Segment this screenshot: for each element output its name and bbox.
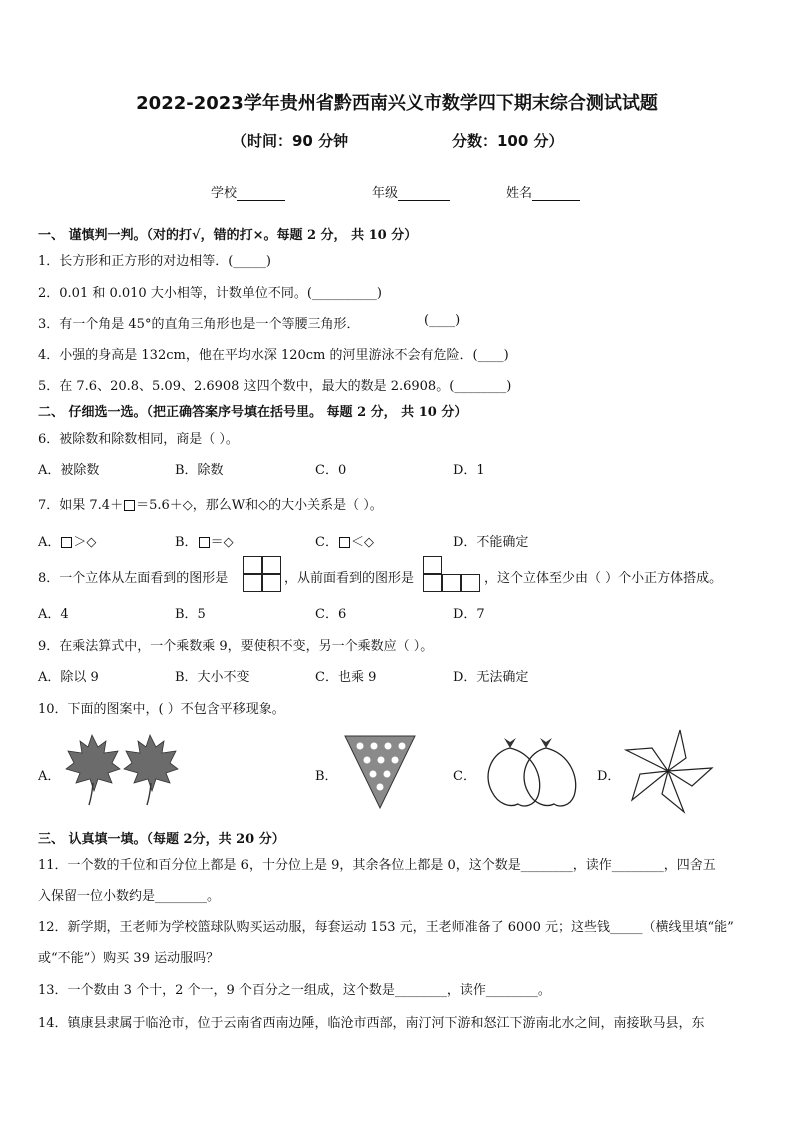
question-14: 14．镇康县隶属于临沧市，位于云南省西南边陲，临沧市西部，南汀河下游和怒江下游南北水之间，南接耿马县，东 — [38, 1016, 705, 1031]
q6-option-c: C．0 — [315, 463, 347, 478]
page-title: 2022-2023学年贵州省黔西南兴义市数学四下期末综合测试试题 — [136, 93, 658, 114]
school-label: 学校 — [211, 186, 238, 201]
q9-option-a: A．除以 9 — [38, 670, 99, 685]
q6-option-a: A．被除数 — [38, 463, 100, 478]
square-icon — [339, 537, 350, 548]
square-icon — [199, 537, 210, 548]
question-9: 9．在乘法算式中，一个乘数乘 9，要使积不变，另一个乘数应（ ）。 — [38, 639, 434, 654]
q7-option-b: B． ＝◇ — [175, 535, 234, 550]
question-10: 10．下面的图案中，( ）不包含平移现象。 — [38, 702, 285, 717]
question-11-line2: 入保留一位小数约是________。 — [38, 889, 221, 904]
name-label: 姓名 — [506, 186, 533, 201]
section2-heading: 二、 仔细选一选。（把正确答案序号填在括号里。 每题 2 分， 共 10 分） — [38, 405, 468, 420]
question-13: 13．一个数由 3 个十，2 个一，9 个百分之一组成，这个数是________，读作________。 — [38, 983, 551, 998]
q8-option-b: B．5 — [175, 607, 206, 622]
q10-option-b: B． — [315, 769, 338, 784]
grade-label: 年级 — [372, 186, 399, 201]
question-8-part3: ，这个立体至少由（ ）个小正方体搭成。 — [484, 571, 723, 586]
left-view-figure — [243, 556, 282, 593]
question-8-part2: ，从前面看到的图形是 — [284, 571, 415, 586]
exam-score: 分数：100 分） — [452, 132, 564, 150]
question-4: 4．小强的身高是 132cm，他在平均水深 120cm 的河里游泳不会有危险．(____) — [38, 348, 509, 363]
front-view-figure — [423, 556, 481, 593]
q6-option-d: D．1 — [453, 463, 485, 478]
grade-field[interactable] — [372, 182, 450, 201]
question-7: 7．如果 7.4＋ ＝5.6＋◇，那么W和◇的大小关系是（ ）。 — [38, 498, 383, 513]
q10-option-c: C． — [453, 769, 476, 784]
q8-option-a: A．4 — [38, 607, 69, 622]
q10-option-d: D． — [597, 769, 621, 784]
section3-heading: 三、 认真填一填。（每题 2分，共 20 分） — [38, 832, 285, 847]
q8-option-c: C．6 — [315, 607, 347, 622]
question-8-part1: 8．一个立体从左面看到的图形是 — [38, 571, 229, 586]
q8-option-d: D．7 — [453, 607, 485, 622]
maple-leaves-image — [62, 733, 184, 807]
question-5: 5．在 7.6、20.8、5.09、2.6908 这四个数中，最大的数是 2.6908。(________) — [38, 379, 512, 394]
q7-option-a: A． ＞◇ — [38, 535, 97, 550]
q9-option-c: C．也乘 9 — [315, 670, 377, 685]
q6-option-b: B．除数 — [175, 463, 224, 478]
question-6: 6．被除数和除数相同，商是（ ）。 — [38, 432, 239, 447]
exam-time: （时间：90 分钟 — [232, 132, 349, 150]
q10-option-a: A． — [38, 769, 61, 784]
pinwheel-pattern-image — [622, 728, 714, 814]
triangle-flower-pattern-image — [344, 734, 416, 810]
section1-heading: 一、 谨慎判一判。（对的打√，错的打×。每题 2 分， 共 10 分） — [38, 228, 418, 243]
q9-option-d: D．无法确定 — [453, 670, 529, 685]
q9-option-b: B．大小不变 — [175, 670, 250, 685]
square-icon — [124, 500, 135, 511]
question-12-line2: 或“不能”）购买 39 运动服吗？ — [38, 951, 220, 966]
q7-option-c: C． ＜◇ — [315, 535, 374, 550]
school-field[interactable] — [211, 182, 285, 201]
question-11-line1: 11．一个数的千位和百分位上都是 6，十分位上是 9，其余各位上都是 0，这个数是________，读作________，四舍五 — [38, 858, 716, 873]
q7-option-d: D．不能确定 — [453, 535, 529, 550]
question-2: 2．0.01 和 0.010 大小相等，计数单位不同。(__________) — [38, 286, 382, 301]
question-3: 3．有一个角是 45°的直角三角形也是一个等腰三角形． — [38, 317, 360, 332]
heart-shapes-image — [480, 734, 580, 812]
name-field[interactable] — [506, 182, 580, 201]
question-1: 1．长方形和正方形的对边相等．(_____) — [38, 254, 271, 269]
question-12-line1: 12．新学期，王老师为学校篮球队购买运动服，每套运动 153 元，王老师准备了 6000 元；这些钱_____（横线里填“能” — [38, 920, 734, 935]
question-3-blank: (____) — [424, 313, 461, 328]
square-icon — [61, 537, 72, 548]
